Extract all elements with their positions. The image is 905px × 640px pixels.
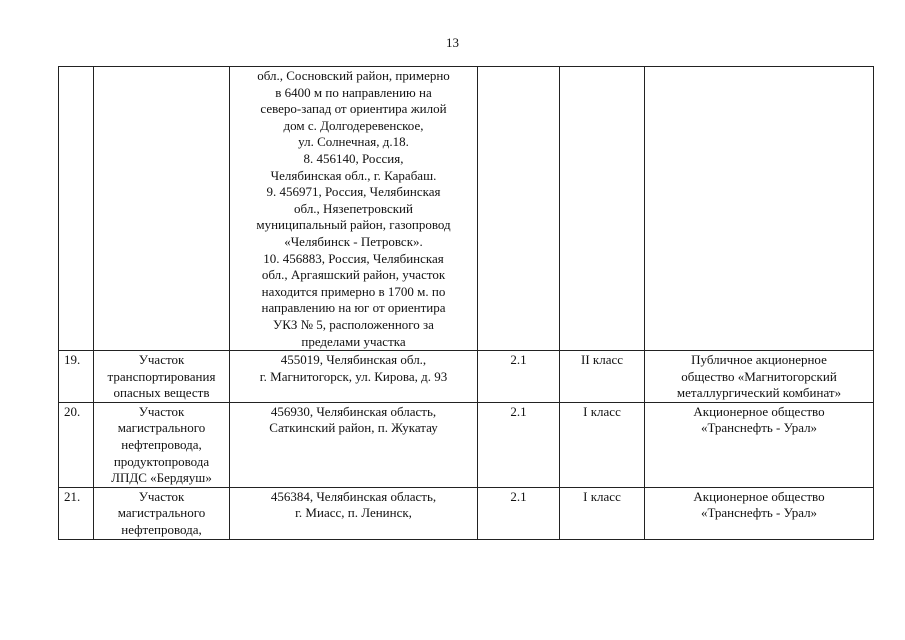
cell-text-line: продуктопровода xyxy=(113,453,210,469)
row-number-cell: 21. xyxy=(59,487,94,539)
organization-cell xyxy=(645,487,874,539)
cell-text-line: «Транснефть - Урал» xyxy=(700,505,818,521)
row-number-cell: 20. xyxy=(59,402,94,487)
table-row-continuation xyxy=(59,67,874,351)
address-cell xyxy=(230,487,478,539)
address-cell xyxy=(230,67,478,351)
address-cell xyxy=(230,402,478,487)
table-body xyxy=(59,67,874,540)
cell-text-line: г. Магнитогорск, ул. Кирова, д. 93 xyxy=(259,368,448,384)
address-cell xyxy=(230,351,478,403)
cell-text-line: 8. 456140, Россия, xyxy=(303,150,404,166)
cell-text-line: обл., Сосновский район, примерно xyxy=(257,68,450,83)
organization-cell xyxy=(645,351,874,403)
cell-text-line: направлению на юг от ориентира xyxy=(261,300,446,316)
organization-cell xyxy=(645,402,874,487)
cell-text-line: Саткинский район, п. Жукатау xyxy=(269,420,438,436)
cell-text-line: Акционерное общество xyxy=(693,403,825,419)
facility-name-cell xyxy=(94,351,230,403)
cell-text-line: Участок xyxy=(138,488,185,504)
cell-text-line: нефтепровода, xyxy=(121,522,202,538)
row-number-cell xyxy=(59,67,94,351)
code-cell: 2.1 xyxy=(478,487,560,539)
cell-text-line: 456384, Челябинская область, xyxy=(270,488,437,504)
hazardous-facilities-table xyxy=(58,66,874,540)
cell-text-line: муниципальный район, газопровод xyxy=(256,217,451,233)
table-row xyxy=(59,351,874,403)
facility-name-cell xyxy=(94,487,230,539)
cell-text-line: Участок xyxy=(138,403,185,419)
table-row xyxy=(59,402,874,487)
cell-text-line: 455019, Челябинская обл., xyxy=(280,352,427,368)
cell-text-line: северо-запад от ориентира жилой xyxy=(260,101,447,117)
cell-text-line: Участок xyxy=(138,352,185,368)
cell-text-line: находится примерно в 1700 м. по xyxy=(261,283,446,299)
cell-text-line: Акционерное общество xyxy=(693,488,825,504)
organization-cell xyxy=(645,67,874,351)
cell-text-line: дом с. Долгодеревенское, xyxy=(283,117,424,133)
cell-text-line: Челябинская обл., г. Карабаш. xyxy=(270,167,437,183)
cell-text-line: опасных веществ xyxy=(113,385,210,401)
cell-text-line: г. Миасс, п. Ленинск, xyxy=(295,505,412,521)
cell-text-line: общество «Магнитогорский xyxy=(681,368,837,384)
code-cell: 2.1 xyxy=(478,351,560,403)
cell-text-line: «Транснефть - Урал» xyxy=(700,420,818,436)
hazard-class-cell xyxy=(560,67,645,351)
hazard-class-cell: I класс xyxy=(560,487,645,539)
cell-text-line: металлургический комбинат» xyxy=(676,385,842,401)
cell-text-line: 10. 456883, Россия, Челябинская xyxy=(263,250,444,266)
page-number: 13 xyxy=(446,35,459,50)
cell-text-line: 456930, Челябинская область, xyxy=(270,403,437,419)
cell-text-line: обл., Аргаяшский район, участок xyxy=(261,267,446,283)
cell-text-line: в 6400 м по направлению на xyxy=(275,84,432,100)
facility-name-cell xyxy=(94,402,230,487)
cell-text-line: 9. 456971, Россия, Челябинская xyxy=(266,184,441,200)
cell-text-line: транспортирования xyxy=(107,368,216,384)
cell-text-line: ЛПДС «Бердяуш» xyxy=(111,470,212,486)
cell-text-line: магистрального xyxy=(117,420,206,436)
code-cell: 2.1 xyxy=(478,402,560,487)
cell-text-line: «Челябинск - Петровск». xyxy=(284,233,423,249)
cell-text-line: обл., Нязепетровский xyxy=(294,200,413,216)
cell-text-line: УКЗ № 5, расположенного за xyxy=(273,316,434,332)
cell-text-line: нефтепровода, xyxy=(121,437,202,453)
hazard-class-cell: II класс xyxy=(560,351,645,403)
cell-text-line: магистрального xyxy=(117,505,206,521)
table-row xyxy=(59,487,874,539)
hazard-class-cell: I класс xyxy=(560,402,645,487)
code-cell xyxy=(478,67,560,351)
cell-text-line: ул. Солнечная, д.18. xyxy=(298,134,409,150)
row-number-cell: 19. xyxy=(59,351,94,403)
cell-text-line: пределами участка xyxy=(301,333,406,349)
facility-name-cell xyxy=(94,67,230,351)
cell-text-line: Публичное акционерное xyxy=(691,352,827,368)
